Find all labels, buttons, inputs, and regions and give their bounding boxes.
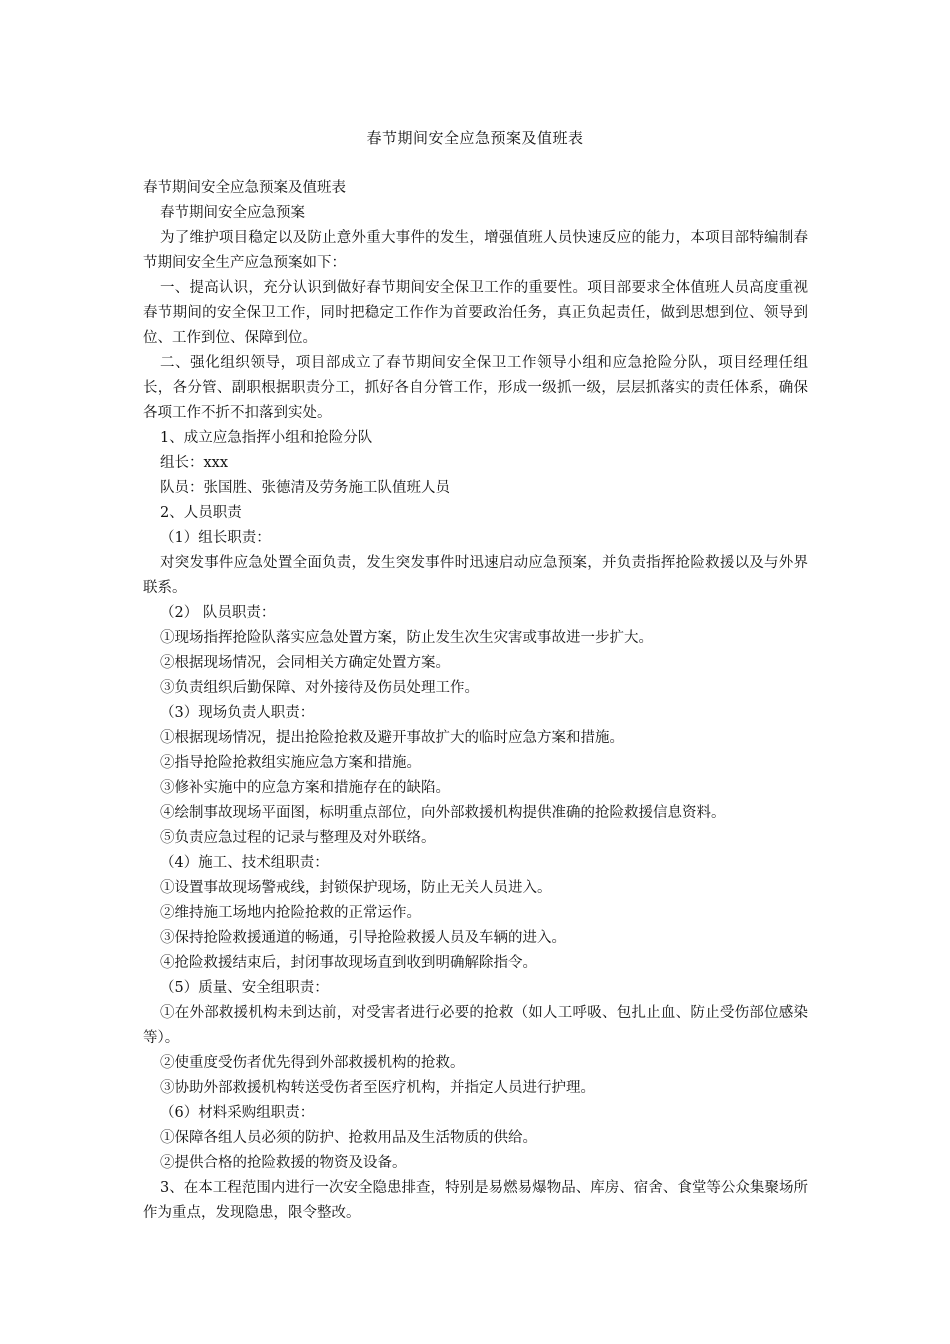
paragraph: ③负责组织后勤保障、对外接待及伤员处理工作。	[160, 680, 479, 696]
paragraph: ②使重度受伤者优先得到外部救援机构的抢救。	[160, 1055, 465, 1071]
paragraph: ③协助外部救援机构转送受伤者至医疗机构，并指定人员进行护理。	[160, 1080, 595, 1096]
paragraph: 一、提高认识，充分认识到做好春节期间安全保卫工作的重要性。项目部要求全体值班人员高度重视春节期间的安全保卫工作，同时把稳定工作作为首要政治任务，真正负起责任，做到思想到位、领导到位、工作到位、保障到位。	[143, 280, 808, 346]
paragraph: ①现场指挥抢险队落实应急处置方案，防止发生次生灾害或事故进一步扩大。	[160, 630, 653, 646]
document-body	[143, 176, 808, 1226]
paragraph: 对突发事件应急处置全面负责，发生突发事件时迅速启动应急预案，并负责指挥抢险救援以及与外界联系。	[143, 555, 808, 596]
paragraph: 1、成立应急指挥小组和抢险分队	[160, 430, 373, 446]
paragraph: （2） 队员职责：	[160, 605, 276, 621]
paragraph: ②提供合格的抢险救援的物资及设备。	[160, 1155, 407, 1171]
paragraph: 2、人员职责	[160, 505, 242, 521]
paragraph: ③修补实施中的应急方案和措施存在的缺陷。	[160, 780, 450, 796]
paragraph: ④抢险救援结束后，封闭事故现场直到收到明确解除指令。	[160, 955, 537, 971]
paragraph: ①在外部救援机构未到达前，对受害者进行必要的抢救（如人工呼吸、包扎止血、防止受伤部位感染等）。	[143, 1005, 808, 1046]
paragraph: ④绘制事故现场平面图，标明重点部位，向外部救援机构提供准确的抢险救援信息资料。	[160, 805, 726, 821]
paragraph: ②维持施工场地内抢险抢救的正常运作。	[160, 905, 421, 921]
paragraph: 队员：张国胜、张德清及劳务施工队值班人员	[160, 480, 450, 496]
paragraph: （5）质量、安全组职责：	[160, 980, 329, 996]
paragraph: （1）组长职责：	[160, 530, 271, 546]
paragraph: ①根据现场情况，提出抢险抢救及避开事故扩大的临时应急方案和措施。	[160, 730, 624, 746]
paragraph: 组长：xxx	[160, 455, 229, 471]
paragraph: ②指导抢险抢救组实施应急方案和措施。	[160, 755, 421, 771]
document-title: 春节期间安全应急预案及值班表	[366, 129, 584, 147]
paragraph: （6）材料采购组职责：	[160, 1105, 315, 1121]
paragraph: 二、强化组织领导，项目部成立了春节期间安全保卫工作领导小组和应急抢险分队，项目经理任组长，各分管、副职根据职责分工，抓好各自分管工作，形成一级抓一级，层层抓落实的责任体系，确保各项工作不折不扣落到实处。	[143, 355, 808, 421]
paragraph: ①设置事故现场警戒线，封锁保护现场，防止无关人员进入。	[160, 880, 552, 896]
paragraph: 春节期间安全应急预案	[160, 205, 305, 221]
paragraph: 3、在本工程范围内进行一次安全隐患排查，特别是易燃易爆物品、库房、宿舍、食堂等公众集聚场所作为重点，发现隐患，限令整改。	[143, 1180, 808, 1221]
paragraph: ⑤负责应急过程的记录与整理及对外联络。	[160, 830, 436, 846]
paragraph: ①保障各组人员必须的防护、抢救用品及生活物质的供给。	[160, 1130, 537, 1146]
paragraph: （3）现场负责人职责：	[160, 705, 315, 721]
paragraph: 春节期间安全应急预案及值班表	[143, 180, 346, 196]
paragraph: （4）施工、技术组职责：	[160, 855, 329, 871]
paragraph: 为了维护项目稳定以及防止意外重大事件的发生，增强值班人员快速反应的能力，本项目部特编制春节期间安全生产应急预案如下：	[143, 230, 808, 271]
paragraph: ③保持抢险救援通道的畅通，引导抢险救援人员及车辆的进入。	[160, 930, 566, 946]
paragraph: ②根据现场情况，会同相关方确定处置方案。	[160, 655, 450, 671]
